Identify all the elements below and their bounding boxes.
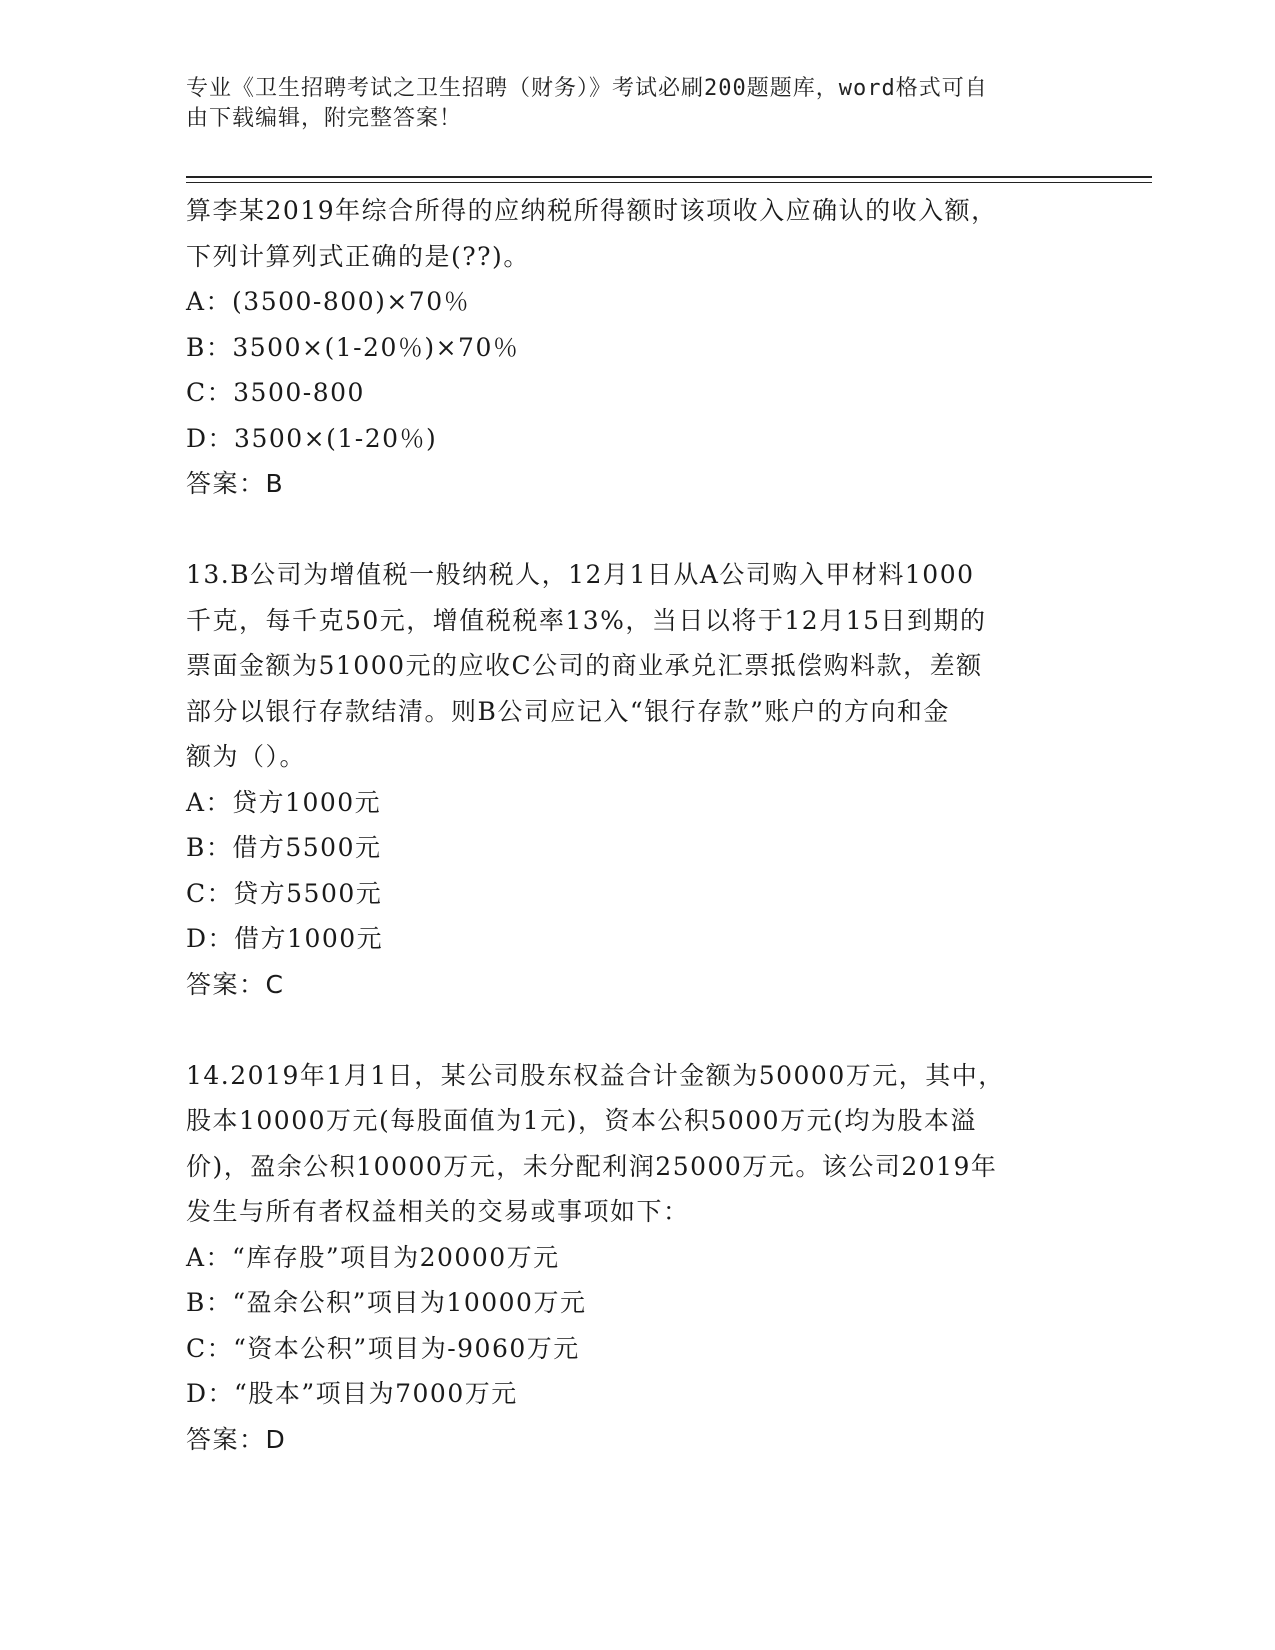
question-text-line: 部分以银行存款结清。则B公司应记入“银行存款”账户的方向和金 xyxy=(186,696,950,726)
option-a: A：“库存股”项目为20000万元 xyxy=(186,1242,560,1272)
question-text-line: 千克，每千克50元，增值税税率13%，当日以将于12月15日到期的 xyxy=(186,605,987,635)
answer-line: 答案：C xyxy=(186,969,285,999)
header-line-2: 由下载编辑，附完整答案！ xyxy=(186,106,463,131)
answer-line: 答案：D xyxy=(186,1424,287,1454)
question-block xyxy=(186,552,1066,1007)
question-text-line: 下列计算列式正确的是(??)。 xyxy=(186,241,530,271)
header-divider-thick xyxy=(186,176,1152,178)
option-a: A：(3500-800)×70％ xyxy=(186,287,471,316)
header-divider-thin xyxy=(186,182,1152,183)
option-c: C：3500-800 xyxy=(186,378,365,407)
header-line-1: 专业《卫生招聘考试之卫生招聘（财务）》考试必刷200题题库，word格式可自 xyxy=(186,76,988,101)
option-b: B：“盈余公积”项目为10000万元 xyxy=(186,1288,587,1317)
option-d: D：3500×(1-20％) xyxy=(186,423,438,453)
option-d: D：“股本”项目为7000万元 xyxy=(186,1379,518,1408)
option-b: B：3500×(1-20％)×70％ xyxy=(186,332,520,362)
question-text-line: 13.B公司为增值税一般纳税人，12月1日从A公司购入甲材料1000 xyxy=(186,560,975,589)
document-header xyxy=(186,74,1086,134)
option-b: B：借方5500元 xyxy=(186,833,382,862)
question-text-line: 额为（）。 xyxy=(186,742,307,771)
option-a: A：贷方1000元 xyxy=(186,787,382,817)
question-text-line: 14.2019年1月1日，某公司股东权益合计金额为50000万元，其中， xyxy=(186,1060,1005,1090)
question-block xyxy=(186,1053,1066,1463)
question-text-line: 票面金额为51000元的应收C公司的商业承兑汇票抵偿购料款，差额 xyxy=(186,651,983,680)
question-text-line: 算李某2019年综合所得的应纳税所得额时该项收入应确认的收入额， xyxy=(186,196,998,225)
question-text-line: 价)，盈余公积10000万元，未分配利润25000万元。该公司2019年 xyxy=(186,1151,998,1181)
question-text-line: 股本10000万元(每股面值为1元)，资本公积5000万元(均为股本溢 xyxy=(186,1106,977,1135)
spacer xyxy=(186,1007,1066,1053)
question-text-line: 发生与所有者权益相关的交易或事项如下： xyxy=(186,1197,690,1226)
option-d: D：借方1000元 xyxy=(186,924,384,953)
question-list xyxy=(186,188,1066,1462)
option-c: C：贷方5500元 xyxy=(186,878,383,908)
answer-line: 答案：B xyxy=(186,469,285,498)
question-block xyxy=(186,188,1066,507)
spacer xyxy=(186,507,1066,553)
option-c: C：“资本公积”项目为-9060万元 xyxy=(186,1333,580,1363)
